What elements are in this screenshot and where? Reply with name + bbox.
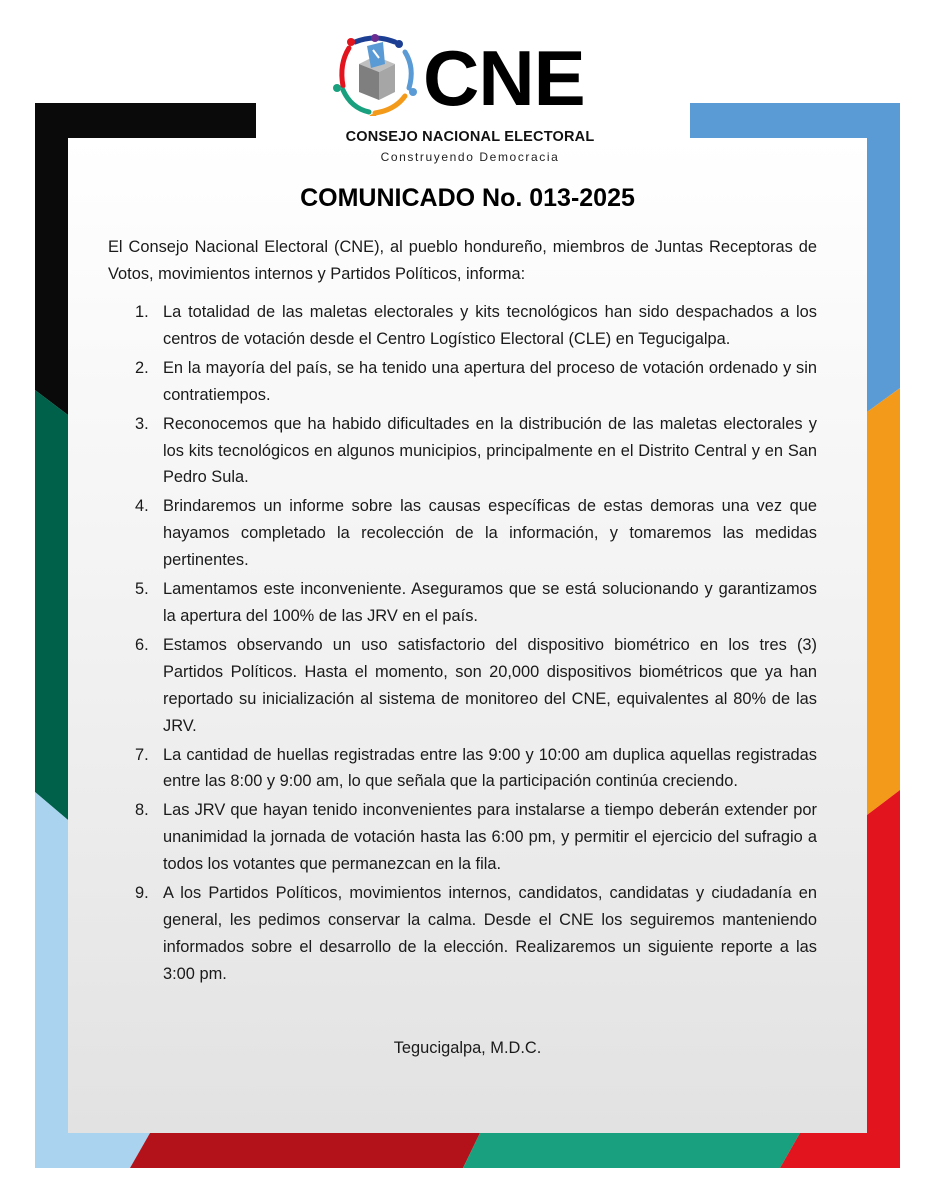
- list-item: [108, 576, 817, 630]
- cne-logo: [325, 34, 615, 169]
- point-text: La totalidad de las maletas electorales y kits tecnológicos han sido despachados a los centros de votación desde el Centro Logístico Electoral (CLE) en Tegucigalpa.: [163, 303, 817, 348]
- ballot-box-emblem-icon: [329, 34, 421, 116]
- communique-title: COMUNICADO No. 013-2025: [300, 184, 635, 212]
- list-item: [108, 632, 817, 740]
- point-text: La cantidad de huellas registradas entre las 9:00 y 10:00 am duplica aquellas registradas entre las 8:00 y 9:00 am, lo que señala que la participación continúa creciendo.: [163, 745, 817, 791]
- frame-left-green: [35, 390, 68, 820]
- list-item: [108, 299, 817, 353]
- organization-tagline: Construyendo Democracia: [380, 150, 560, 164]
- list-item: [108, 797, 817, 878]
- point-text: Las JRV que hayan tenido inconvenientes para instalarse a tiempo deberán extender por unanimidad la jornada de votación hasta las 6:00 pm, y permitir el ejercicio del sufragio a todos los votantes que permanezcan en la fila.: [163, 801, 817, 874]
- communique-intro: El Consejo Nacional Electoral (CNE), al pueblo hondureño, miembros de Juntas Receptoras de Votos, movimientos internos y Partidos Políticos, informa:: [108, 238, 817, 283]
- logo-wordmark: CNE: [423, 34, 585, 122]
- list-item: [108, 493, 817, 574]
- list-item: [108, 411, 817, 492]
- list-item: [108, 880, 817, 988]
- frame-bottom-teal: [463, 1133, 800, 1168]
- point-number: 5.: [135, 580, 149, 599]
- point-number: 1.: [135, 303, 149, 321]
- point-number: 7.: [135, 745, 149, 764]
- point-text: Lamentamos este inconveniente. Aseguramos que se está solucionando y garantizamos la apertura del 100% de las JRV en el país.: [163, 580, 817, 625]
- point-number: 6.: [135, 635, 149, 654]
- point-number: 3.: [135, 414, 149, 433]
- point-number: 4.: [135, 497, 149, 516]
- point-text: En la mayoría del país, se ha tenido una apertura del proceso de votación ordenado y sin contratiempos.: [163, 358, 817, 404]
- point-number: 9.: [135, 884, 149, 903]
- frame-bottom-darkred: [130, 1133, 480, 1168]
- point-number: 8.: [135, 801, 149, 820]
- point-text: A los Partidos Políticos, movimientos internos, candidatos, candidatas y ciudadanía en general, les pedimos conservar la calma. Desde el CNE los seguiremos manteniendo informados sobre el desarrollo de la elección. Realizaremos un siguiente reporte a las 3:00 pm.: [163, 884, 817, 983]
- point-text: Estamos observando un uso satisfactorio del dispositivo biométrico en los tres (3) Partidos Políticos. Hasta el momento, son 20,000 dispositivos biométricos que ya han reportado su inicialización al sistema de monitoreo del CNE, equivalentes al 80% de las JRV.: [163, 635, 817, 735]
- place-signature: Tegucigalpa, M.D.C.: [393, 1039, 542, 1057]
- point-text: Brindaremos un informe sobre las causas específicas de estas demoras una vez que hayamos completado la recolección de la información, y tomaremos las medidas pertinentes.: [163, 497, 817, 570]
- point-text: Reconocemos que ha habido dificultades en la distribución de las maletas electorales y los kits tecnológicos en algunos municipios, principalmente en el Distrito Central y en San Pedro Sula.: [163, 414, 817, 487]
- communique-points: [108, 299, 817, 990]
- point-number: 2.: [135, 358, 149, 377]
- frame-right-orange: [867, 388, 900, 815]
- list-item: [108, 742, 817, 796]
- list-item: [108, 355, 817, 409]
- organization-name: CONSEJO NACIONAL ELECTORAL: [345, 129, 595, 145]
